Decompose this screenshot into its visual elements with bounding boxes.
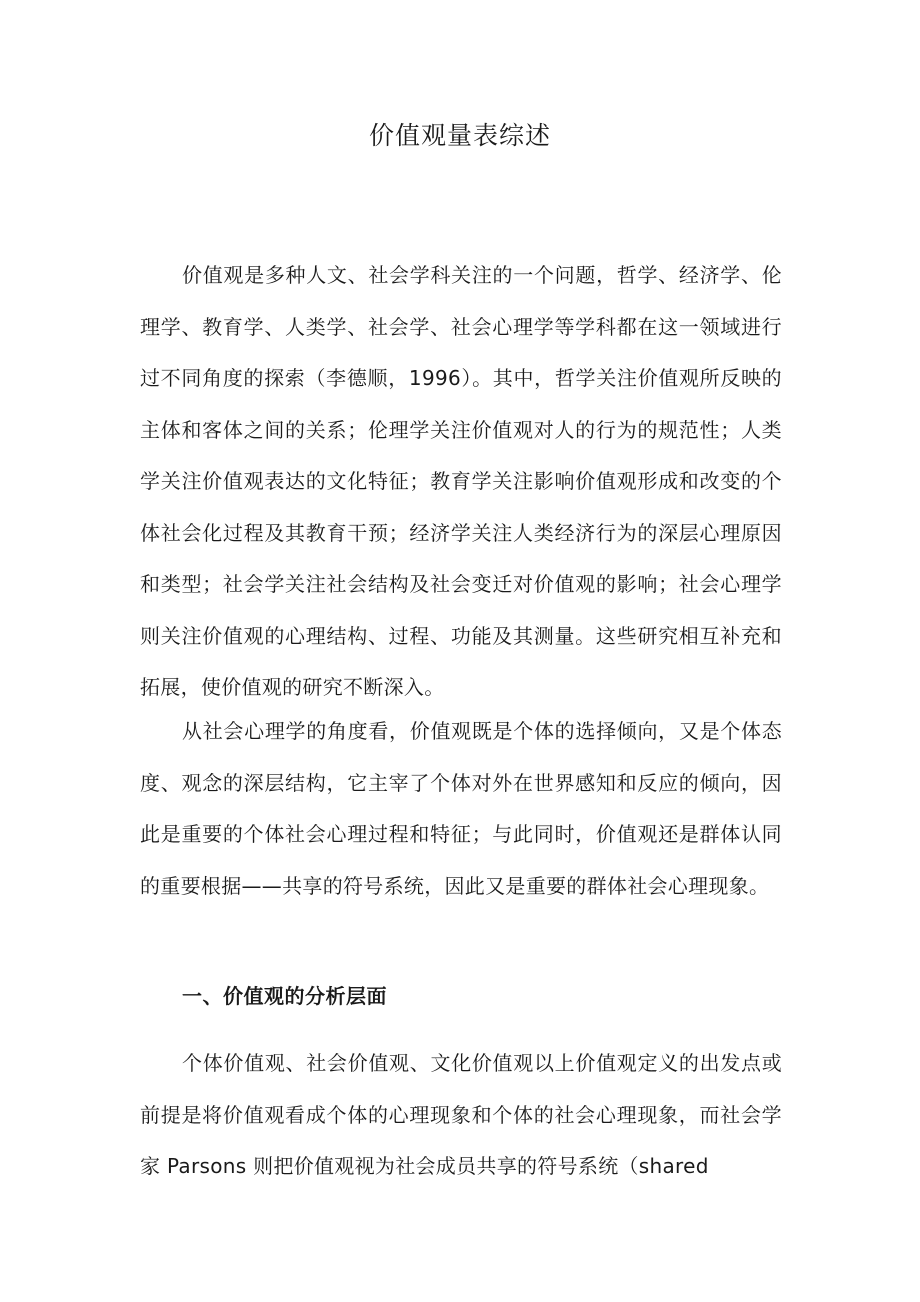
document-title: 价值观量表综述 xyxy=(368,121,551,150)
section-heading: 一、价值观的分析层面 xyxy=(182,984,387,1008)
paragraph-social-psychology: 从社会心理学的角度看，价值观既是个体的选择倾向，又是个体态度、观念的深层结构，它主宰了个体对外在世界感知和反应的倾向，因此是重要的个体社会心理过程和特征；与此同时，价值观还是群体认同的重要根据——共享的符号系统，因此又是重要的群体社会心理现象。 xyxy=(140,719,782,898)
section-paragraph: 个体价值观、社会价值观、文化价值观以上价值观定义的出发点或前提是将价值观看成个体的心理现象和个体的社会心理现象，而社会学家 Parsons 则把价值观视为社会成员共享的符号系统（shared xyxy=(140,1051,782,1178)
paragraph-intro: 价值观是多种人文、社会学科关注的一个问题，哲学、经济学、伦理学、教育学、人类学、社会学、社会心理学等学科都在这一领域进行过不同角度的探索（李德顺，1996）。其中，哲学关注价值观所反映的主体和客体之间的关系；伦理学关注价值观对人的行为的规范性；人类学关注价值观表达的文化特征；教育学关注影响价值观形成和改变的个体社会化过程及其教育干预；经济学关注人类经济行为的深层心理原因和类型；社会学关注社会结构及社会变迁对价值观的影响；社会心理学则关注价值观的心理结构、过程、功能及其测量。这些研究相互补充和拓展，使价值观的研究不断深入。 xyxy=(140,263,782,699)
